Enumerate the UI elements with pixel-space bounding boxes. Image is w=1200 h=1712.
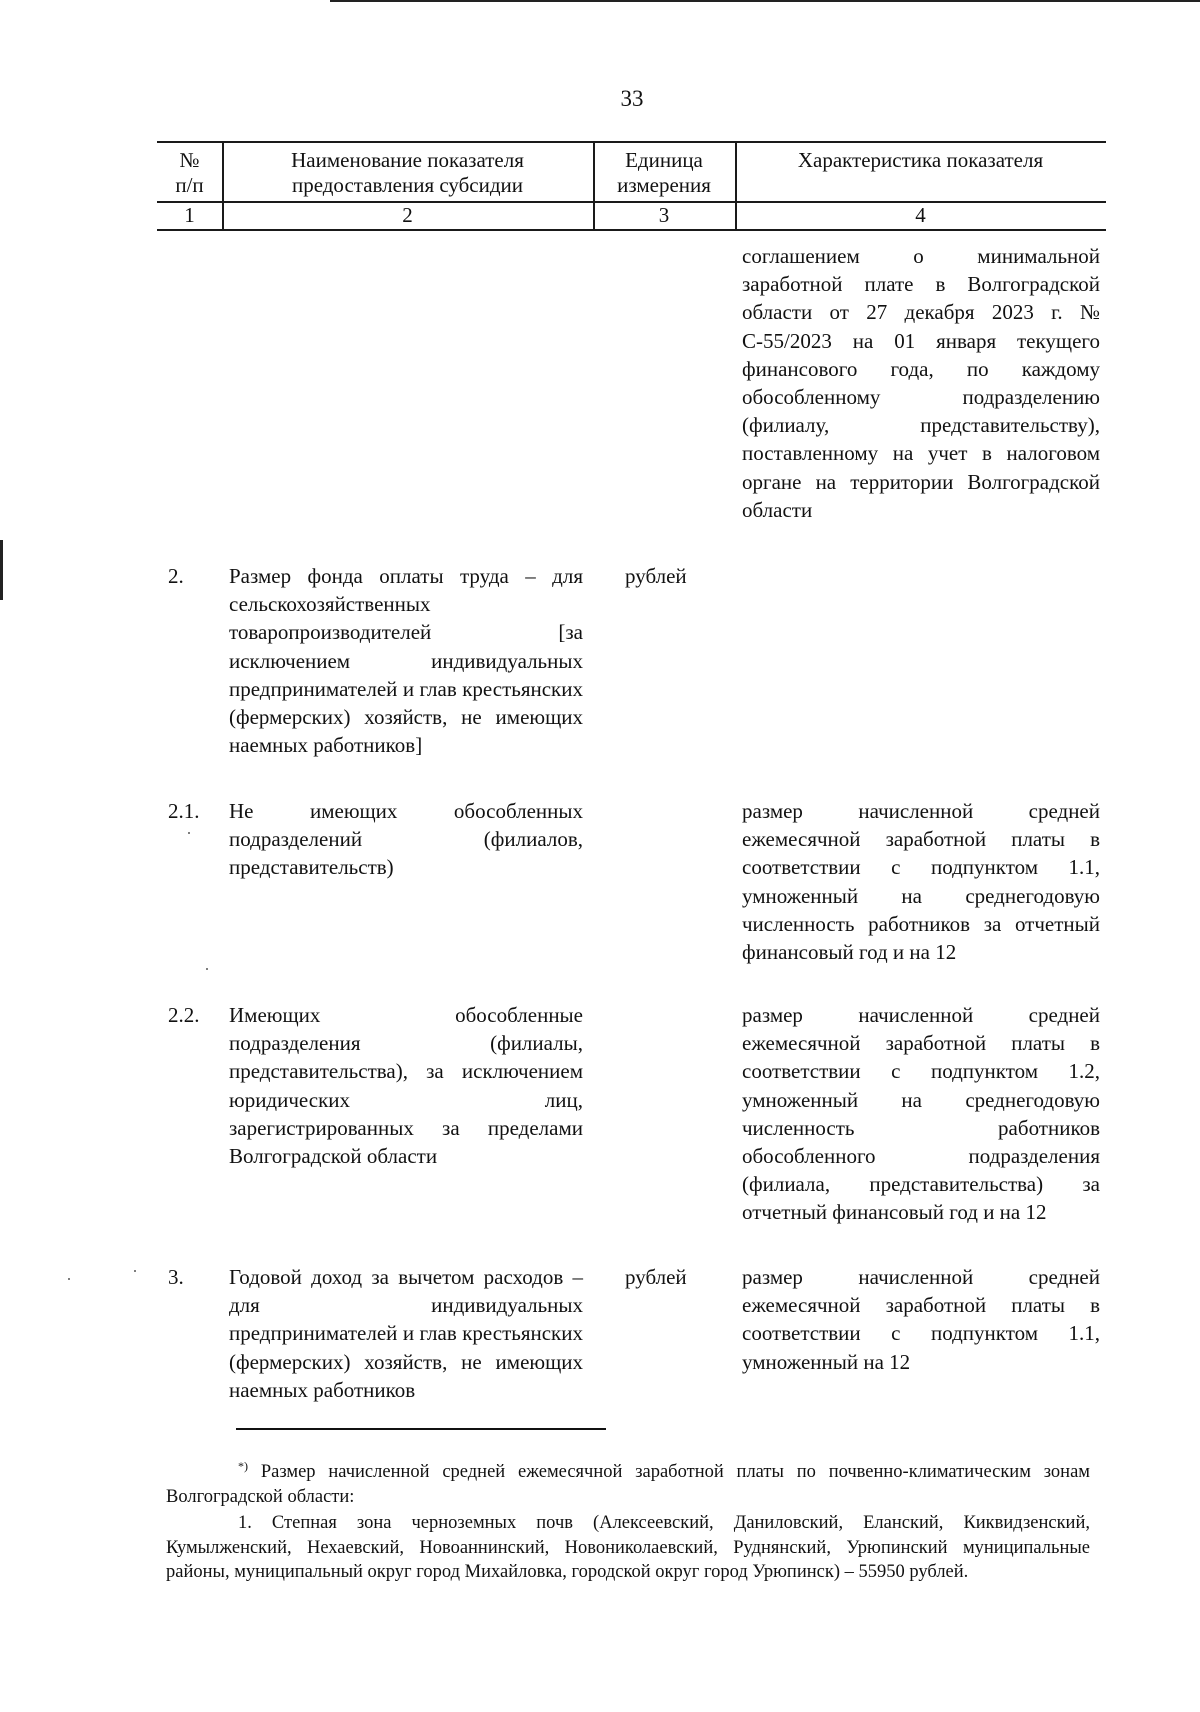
- row-name: Размер фонда оплаты труда – для сельскохозяйственных товаропроизводителей [за исключением индивидуальных предпринимателей и глав крестьянских (фермерских) хозяйств, не имеющих наемных работников]: [229, 564, 583, 758]
- header-top-rule: [157, 141, 1106, 143]
- footnote-separator: [236, 1428, 606, 1430]
- row-number: 2.2.: [168, 1003, 200, 1027]
- column-number: 3: [658, 203, 670, 227]
- column-number: 4: [915, 203, 926, 227]
- header-col-unit: [593, 148, 735, 198]
- header-text: №: [179, 148, 200, 172]
- footnote-item: 1. Степная зона черноземных почв (Алексеевский, Даниловский, Еланский, Киквидзенский, Кумылженский, Нехаевский, Новоаннинский, Новониколаевский, Руднянский, Урюпинский муниципальные районы, муниципальный округ город Михайловка, городской округ город Урюпинск) – 55950 рублей.: [166, 1513, 1090, 1582]
- page-number: 33: [620, 86, 644, 111]
- scan-speck: [134, 1270, 136, 1272]
- row-number: 2.1.: [168, 799, 200, 823]
- row-name: Не имеющих обособленных подразделений (филиалов, представительств): [229, 799, 583, 880]
- header-text: предоставления субсидии: [291, 173, 524, 197]
- row-number: 3.: [168, 1265, 184, 1289]
- row-number: 2.: [168, 564, 184, 588]
- row-name: Годовой доход за вычетом расходов – для индивидуальных предпринимателей и глав крестьянских (фермерских) хозяйств, не имеющих наемных работников: [229, 1265, 583, 1402]
- header-text: Наименование показателя: [291, 148, 524, 172]
- header-bottom-rule: [157, 229, 1106, 231]
- scan-speck: [188, 832, 190, 834]
- header-col-name: [222, 148, 593, 198]
- scan-speck: [206, 968, 208, 970]
- header-text: Единица: [625, 148, 703, 172]
- header-text: измерения: [617, 173, 711, 197]
- row-unit: рублей: [625, 1265, 687, 1289]
- footnote-intro-text: Размер начисленной средней ежемесячной заработной платы по почвенно-климатическим зонам Волгоградской области:: [166, 1462, 1090, 1507]
- footnote-marker: *): [238, 1458, 248, 1473]
- scan-edge-mark: [0, 540, 3, 600]
- footnote-intro: [166, 1460, 1090, 1509]
- scan-speck: [68, 1278, 70, 1280]
- header-col-characteristic: [735, 148, 1106, 173]
- scan-edge-line: [330, 0, 1200, 2]
- row-characteristic: размер начисленной средней ежемесячной заработной платы в соответствии с подпунктом 1.1, умноженный на среднегодовую численность работников за отчетный финансовый год и на 12: [742, 799, 1100, 965]
- header-text: п/п: [175, 173, 204, 197]
- header-text: Характеристика показателя: [797, 148, 1044, 172]
- header-col-number: [157, 148, 222, 198]
- row-unit: рублей: [625, 564, 687, 588]
- column-number: 1: [184, 203, 195, 227]
- column-number: 2: [402, 203, 413, 227]
- row-name: Имеющих обособленные подразделения (филиалы, представительства), за исключением юридических лиц, зарегистрированных за пределами Волгоградской области: [229, 1003, 583, 1169]
- row-characteristic: размер начисленной средней ежемесячной заработной платы в соответствии с подпунктом 1.2, умноженный на среднегодовую численность работников обособленного подразделения (филиала, представительства) за отчетный финансовый год и на 12: [742, 1003, 1100, 1225]
- row-characteristic: размер начисленной средней ежемесячной заработной платы в соответствии с подпунктом 1.1, умноженный на 12: [742, 1265, 1100, 1374]
- continuation-text: соглашением о минимальной заработной плате в Волгоградской области от 27 декабря 2023 г. № С-55/2023 на 01 января текущего финансового года, по каждому обособленному подразделению (филиалу, представительству), поставленному на учет в налоговом органе на территории Волгоградской области: [742, 244, 1100, 522]
